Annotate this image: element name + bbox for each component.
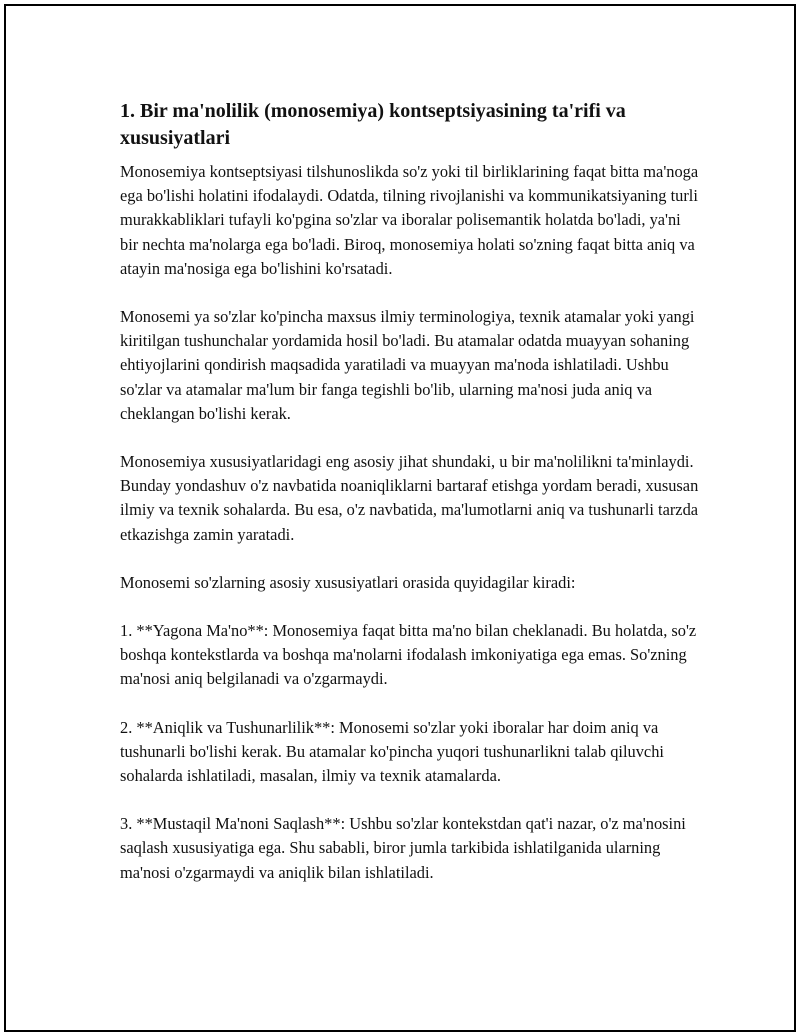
page-frame [4,4,796,1032]
section-heading: 1. Bir ma'nolilik (monosemiya) kontseptsiyasining ta'rifi va xususiyatlari [120,100,626,149]
document-body [120,98,700,909]
paragraph-features-intro: Monosemi so'zlarning asosiy xususiyatlari orasida quyidagilar kiradi: [120,572,576,592]
paragraph-monosemy-definition: Monosemiya kontseptsiyasi tilshunoslikda so'z yoki til birliklarining faqat bitta ma'noga ega bo'lishi holatini ifodalaydi. Odatda, tilning rivojlanishi va kommunikatsiyaning turli murakkabliklari tufayli ko'pgina so'zlar va iboralar polisemantik holatda bo'ladi, ya'ni bir nechta ma'nolarga ega bo'ladi. Biroq, monosemiya holati so'zning faqat bitta aniq va atayin ma'nosiga ega bo'lishini ko'rsatadi. [120,162,699,278]
list-item-clarity: 2. **Aniqlik va Tushunarlilik**: Monosemi so'zlar yoki iboralar har doim aniq va tushunarli bo'lishi kerak. Bu atamalar ko'pincha yuqori tushunarlikni talab qiluvchi sohalarda ishlatiladi, masalan, ilmiy va texnik atamalarda. [120,717,664,786]
paragraph-terminology: Monosemi ya so'zlar ko'pincha maxsus ilmiy terminologiya, texnik atamalar yoki yangi kiritilgan tushunchalar yordamida hosil bo'ladi. Bu atamalar odatda muayyan sohaning ehtiyojlarini qondirish maqsadida yaratiladi va muayyan ma'noda ishlatiladi. Ushbu so'zlar va atamalar ma'lum bir fanga tegishli bo'lib, ularning ma'nosi juda aniq va cheklangan bo'lishi kerak. [120,307,695,423]
list-item-single-meaning: 1. **Yagona Ma'no**: Monosemiya faqat bitta ma'no bilan cheklanadi. Bu holatda, so'z boshqa kontekstlarda va boshqa ma'nolarni ifodalash imkoniyatiga ega emas. So'zning ma'nosi aniq belgilanadi va o'zgarmaydi. [120,621,697,689]
list-item-independent-meaning: 3. **Mustaqil Ma'noni Saqlash**: Ushbu so'zlar kontekstdan qat'i nazar, o'z ma'nosini saqlash xususiyatiga ega. Shu sababli, biror jumla tarkibida ishlatilganida ularning ma'nosi o'zgarmaydi va aniqlik bilan ishlatiladi. [120,814,686,882]
paragraph-main-feature: Monosemiya xususiyatlaridagi eng asosiy jihat shundaki, u bir ma'nolilikni ta'minlaydi. Bunday yondashuv o'z navbatida noaniqliklarni bartaraf etishga yordam beradi, xususan ilmiy va texnik sohalarda. Bu esa, o'z navbatida, ma'lumotlarni aniq va tushunarli tarzda etkazishga zamin yaratadi. [120,452,699,544]
